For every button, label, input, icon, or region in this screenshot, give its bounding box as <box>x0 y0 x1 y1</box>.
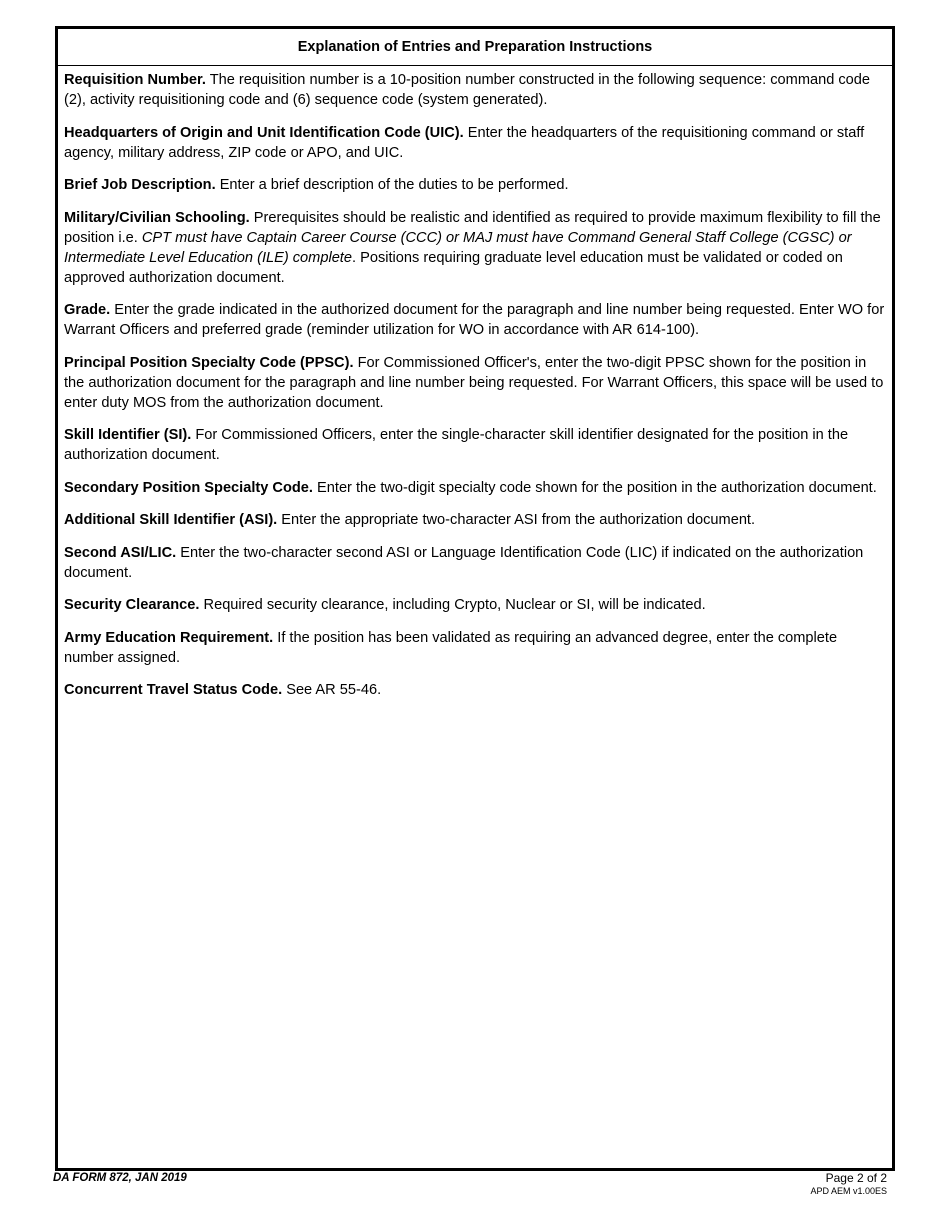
entries-list <box>58 66 892 700</box>
entry-text: For Commissioned Officer's, enter the two-digit PPSC shown for the position in the authorization document for the paragraph and line number being requested. For Warrant Officers, this space will be used to enter duty MOS from the authorization document. <box>64 354 884 411</box>
entry-text-after: . Positions requiring graduate level education must be validated or coded on approved authorization document. <box>64 249 843 286</box>
entry-title: Principal Position Specialty Code (PPSC). <box>64 354 354 371</box>
entry-title: Headquarters of Origin and Unit Identification Code (UIC). <box>64 124 464 141</box>
entry-title: Security Clearance. <box>64 597 200 613</box>
instructions-form <box>55 26 895 1171</box>
entry-text: Enter the grade indicated in the authorized document for the paragraph and line number being requested. Enter WO for Warrant Officers and preferred grade (reminder utilization for WO in accordance with AR 614-100). <box>64 302 885 338</box>
page-number: Page 2 of 2 <box>825 1171 887 1185</box>
entry-concurrent-travel-status-code <box>64 680 886 700</box>
entry-requisition-number <box>64 70 886 110</box>
entry-ppsc <box>64 353 886 413</box>
form-header <box>58 29 892 66</box>
entry-security-clearance <box>64 595 886 615</box>
entry-text: Required security clearance, including Crypto, Nuclear or SI, will be indicated. <box>199 597 706 613</box>
form-identifier: DA FORM 872, JAN 2019 <box>53 1172 187 1184</box>
entry-title: Army Education Requirement. <box>64 629 274 646</box>
entry-title: Grade. <box>64 302 111 318</box>
entry-text: Enter the two-character second ASI or Language Identification Code (LIC) if indicated on the authorization document. <box>64 544 864 581</box>
entry-text: Enter the headquarters of the requisitioning command or staff agency, military address, ZIP code or APO, and UIC. <box>64 124 865 161</box>
form-version: APD AEM v1.00ES <box>810 1186 887 1196</box>
entry-title: Military/Civilian Schooling. <box>64 209 250 226</box>
entry-text: Enter a brief description of the duties to be performed. <box>215 177 569 193</box>
form-header-title: Explanation of Entries and Preparation Instructions <box>297 39 653 55</box>
entry-title: Requisition Number. <box>64 72 206 88</box>
entry-title: Secondary Position Specialty Code. <box>64 479 313 496</box>
entry-skill-identifier <box>64 425 886 465</box>
entry-secondary-position-specialty-code <box>64 478 886 498</box>
entry-text: Enter the appropriate two-character ASI from the authorization document. <box>277 512 756 528</box>
entry-italic-text: CPT must have Captain Career Course (CCC) or MAJ must have Command General Staff College (CGSC) or Intermediate Level Education (ILE) complete <box>64 229 852 266</box>
entry-additional-skill-identifier <box>64 510 886 530</box>
entry-text: Prerequisites should be realistic and identified as required to provide maximum flexibility to fill the position i.e. <box>64 209 881 246</box>
entry-military-civilian-schooling <box>64 208 886 288</box>
entry-title: Brief Job Description. <box>64 177 216 193</box>
entry-text: The requisition number is a 10-position number constructed in the following sequence: command code (2), activity requisitioning code and (6) sequence code (system generated). <box>64 72 871 108</box>
entry-army-education-requirement <box>64 628 886 668</box>
entry-title: Additional Skill Identifier (ASI). <box>64 512 278 528</box>
footer-page-info <box>810 1171 887 1197</box>
entry-text: If the position has been validated as requiring an advanced degree, enter the complete number assigned. <box>64 629 838 666</box>
entry-grade <box>64 300 886 340</box>
entry-headquarters-uic <box>64 123 886 163</box>
entry-title: Second ASI/LIC. <box>64 544 177 561</box>
entry-title: Concurrent Travel Status Code. <box>64 682 283 698</box>
entry-second-asi-lic <box>64 543 886 583</box>
entry-brief-job-description <box>64 175 886 195</box>
entry-text: For Commissioned Officers, enter the single-character skill identifier designated for the position in the authorization document. <box>64 427 849 463</box>
entry-title: Skill Identifier (SI). <box>64 427 192 443</box>
entry-text: Enter the two-digit specialty code shown for the position in the authorization document. <box>312 479 877 496</box>
entry-text: See AR 55-46. <box>282 682 382 698</box>
